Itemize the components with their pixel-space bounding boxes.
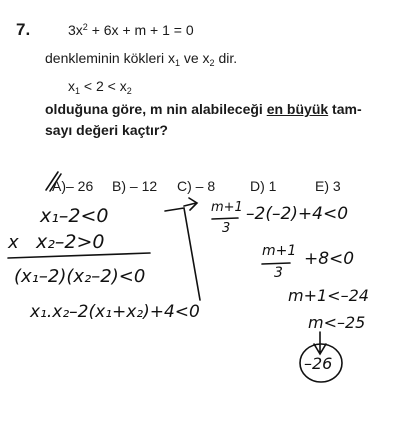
hand-frac-num-1: m+1 bbox=[211, 200, 243, 215]
hand-right-line-3: m+1<–24 bbox=[288, 286, 369, 305]
hand-line-1: x₁–2<0 bbox=[40, 205, 109, 227]
question-prompt-line-1: olduğuna göre, m nin alabileceği en büyük tam- bbox=[45, 101, 362, 117]
answer-circle bbox=[300, 344, 342, 382]
hand-line-2: x₂–2>0 bbox=[36, 231, 105, 253]
frac-bar-1 bbox=[212, 218, 238, 219]
option-a-strike bbox=[46, 172, 61, 191]
option-a[interactable]: A)– 26 bbox=[52, 178, 94, 194]
underlined-phrase: en büyük bbox=[266, 101, 329, 117]
hand-frac-den-1: 3 bbox=[222, 221, 231, 236]
roots-statement: denkleminin kökleri $x_1$ ve $x_2$ dir. bbox=[45, 50, 238, 68]
frac-bar-2 bbox=[262, 263, 290, 264]
option-d[interactable]: D) 1 bbox=[250, 178, 277, 194]
hand-bracket bbox=[165, 198, 200, 300]
hand-answer: –26 bbox=[304, 354, 333, 373]
hand-right-line-1: –2(–2)+4<0 bbox=[246, 204, 349, 224]
question-number: 7. bbox=[16, 20, 31, 39]
option-e[interactable]: E) 3 bbox=[315, 178, 341, 194]
hand-frac-num-2: m+1 bbox=[262, 243, 297, 259]
root-inequality: $x_1 < 2 < x_2$ bbox=[68, 78, 132, 96]
option-b[interactable]: B) – 12 bbox=[112, 178, 158, 194]
question-equation: $3x^2 + 6x + m + 1 = 0$ bbox=[68, 22, 194, 38]
hand-cross-mark: x bbox=[8, 232, 19, 253]
hand-down-arrow bbox=[314, 332, 326, 354]
hand-underline bbox=[8, 253, 150, 258]
hand-line-3: (x₁–2)(x₂–2)<0 bbox=[14, 266, 146, 287]
question-prompt-line-2: sayı değeri kaçtır? bbox=[45, 122, 168, 138]
hand-right-line-4: m<–25 bbox=[308, 313, 366, 332]
hand-line-4: x₁.x₂–2(x₁+x₂)+4<0 bbox=[30, 302, 200, 322]
option-c[interactable]: C) – 8 bbox=[177, 178, 216, 194]
hand-right-line-2: +8<0 bbox=[304, 249, 355, 269]
hand-frac-den-2: 3 bbox=[274, 265, 283, 281]
